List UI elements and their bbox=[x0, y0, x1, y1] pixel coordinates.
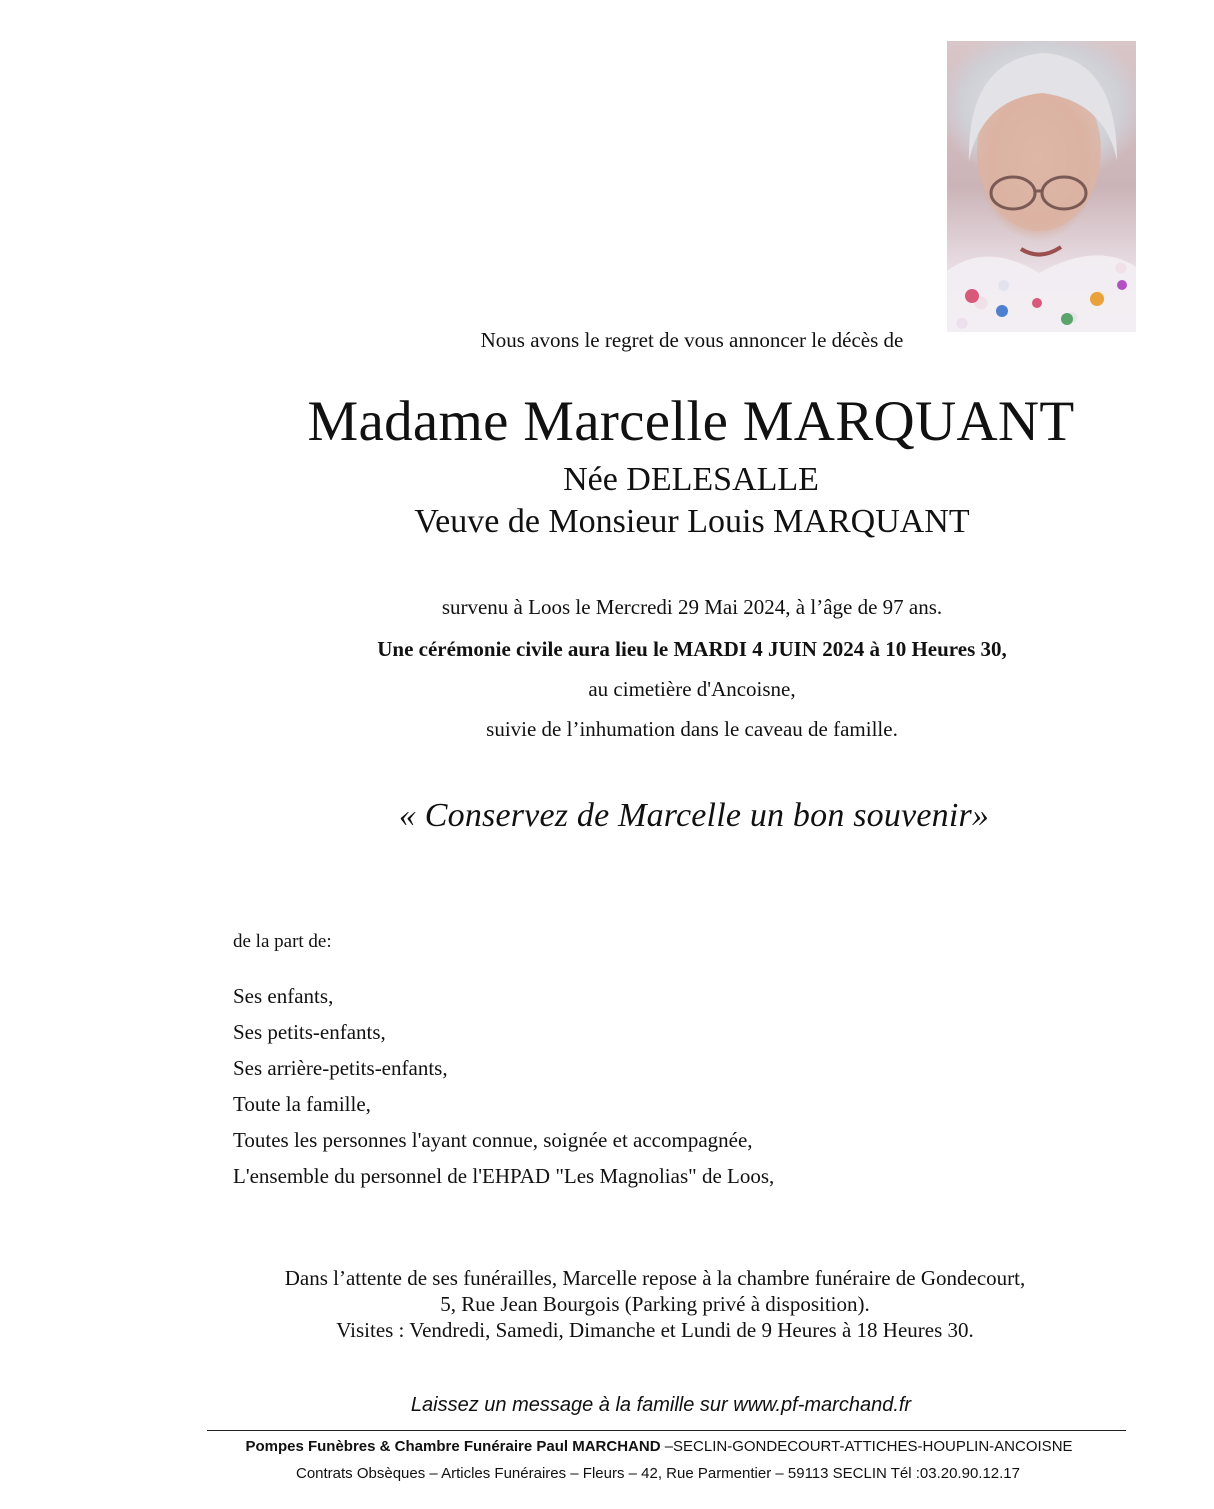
family-list-item: Ses enfants, bbox=[233, 984, 334, 1008]
visiting-hours-line: Visites : Vendredi, Samedi, Dimanche et Lundi de 9 Heures à 18 Heures 30. bbox=[336, 1318, 974, 1342]
burial-details: suivie de l’inhumation dans le caveau de famille. bbox=[486, 717, 898, 741]
deceased-name: Madame Marcelle MARQUANT bbox=[307, 390, 1075, 453]
family-list-item: Toutes les personnes l'ayant connue, soignée et accompagnée, bbox=[233, 1128, 753, 1152]
message-invitation: Laissez un message à la famille sur www.pf-marchand.fr bbox=[410, 1394, 912, 1416]
footer-contact-line: Contrats Obsèques – Articles Funéraires – Fleurs – 42, Rue Parmentier – 59113 SECLIN Tél :03.20.90.12.17 bbox=[295, 1465, 1020, 1482]
company-name: Pompes Funèbres & Chambre Funéraire Paul MARCHAND bbox=[245, 1438, 661, 1455]
family-list-item: L'ensemble du personnel de l'EHPAD "Les Magnolias" de Loos, bbox=[233, 1164, 775, 1188]
company-locations: –SECLIN-GONDECOURT-ATTICHES-HOUPLIN-ANCOISNE bbox=[660, 1438, 1073, 1455]
death-details: survenu à Loos le Mercredi 29 Mai 2024, à l’âge de 97 ans. bbox=[441, 595, 943, 619]
footer-divider bbox=[207, 1430, 1126, 1431]
widow-of: Veuve de Monsieur Louis MARQUANT bbox=[414, 503, 970, 540]
resting-place-info bbox=[0, 1265, 1214, 1343]
intro-text: Nous avons le regret de vous annoncer le décès de bbox=[480, 328, 904, 352]
memorial-quote: « Conservez de Marcelle un bon souvenir» bbox=[398, 797, 990, 834]
family-list-item: Ses petits-enfants, bbox=[233, 1020, 386, 1044]
family-list-item: Ses arrière-petits-enfants, bbox=[233, 1056, 448, 1080]
resting-place-line: Dans l’attente de ses funérailles, Marcelle repose à la chambre funéraire de Gondecourt, bbox=[284, 1266, 1026, 1290]
family-list bbox=[233, 978, 774, 1194]
maiden-name: Née DELESALLE bbox=[563, 461, 819, 498]
ceremony-details: Une cérémonie civile aura lieu le MARDI 4 JUIN 2024 à 10 Heures 30, bbox=[377, 637, 1007, 661]
portrait-photo-icon bbox=[947, 41, 1136, 332]
address-line: 5, Rue Jean Bourgois (Parking privé à disposition). bbox=[440, 1292, 870, 1316]
from-label: de la part de: bbox=[233, 931, 332, 952]
footer-company-line bbox=[0, 1438, 1214, 1455]
family-list-item: Toute la famille, bbox=[233, 1092, 371, 1116]
ceremony-place: au cimetière d'Ancoisne, bbox=[588, 677, 796, 701]
portrait-photo bbox=[947, 41, 1136, 332]
